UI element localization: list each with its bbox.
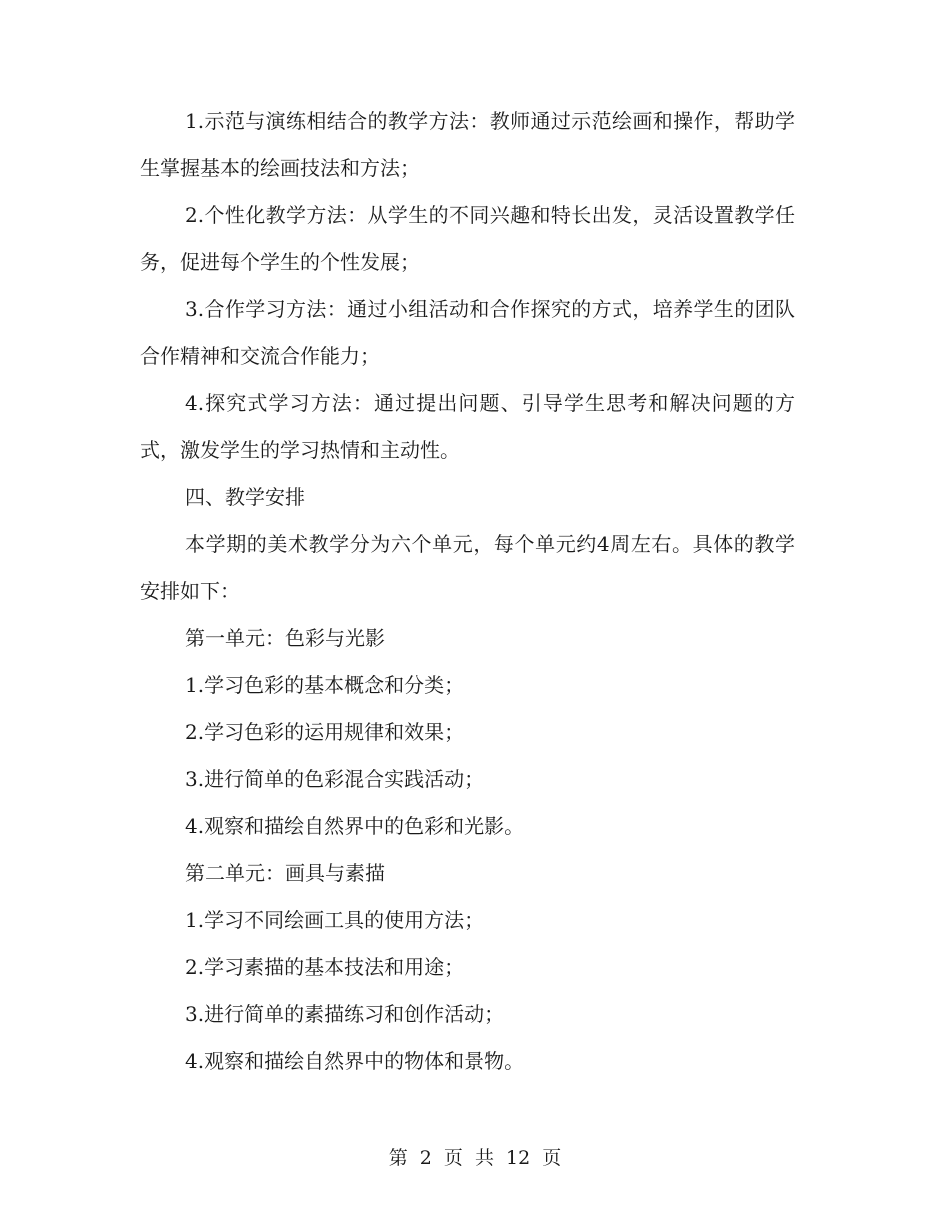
paragraph-method-3: 3.合作学习方法：通过小组活动和合作探究的方式，培养学生的团队合作精神和交流合作能力； — [140, 297, 795, 368]
paragraph-method-4: 4.探究式学习方法：通过提出问题、引导学生思考和解决问题的方式，激发学生的学习热情和主动性。 — [140, 391, 795, 462]
unit-1-item-1: 1.学习色彩的基本概念和分类； — [185, 673, 465, 697]
unit-1-item-3: 3.进行简单的色彩混合实践活动； — [185, 767, 485, 791]
unit-1-item-2: 2.学习色彩的运用规律和效果； — [185, 720, 465, 744]
paragraph-method-1: 1.示范与演练相结合的教学方法：教师通过示范绘画和操作，帮助学生掌握基本的绘画技法和方法； — [140, 109, 795, 180]
unit-2-item-3: 3.进行简单的素描练习和创作活动； — [185, 1002, 505, 1026]
section-heading: 四、教学安排 — [185, 485, 305, 509]
document-body — [140, 98, 795, 1085]
paragraph-intro: 本学期的美术教学分为六个单元，每个单元约4周左右。具体的教学安排如下： — [140, 532, 795, 603]
unit-1-heading: 第一单元：色彩与光影 — [185, 626, 385, 650]
unit-2-item-1: 1.学习不同绘画工具的使用方法； — [185, 908, 485, 932]
paragraph-method-2: 2.个性化教学方法：从学生的不同兴趣和特长出发，灵活设置教学任务，促进每个学生的个性发展； — [140, 203, 795, 274]
unit-2-heading: 第二单元：画具与素描 — [185, 861, 385, 885]
unit-2-item-2: 2.学习素描的基本技法和用途； — [185, 955, 465, 979]
unit-2-item-4: 4.观察和描绘自然界中的物体和景物。 — [185, 1049, 525, 1073]
page-number-footer: 第 2 页 共 12 页 — [388, 1147, 562, 1169]
unit-1-item-4: 4.观察和描绘自然界中的色彩和光影。 — [185, 814, 525, 838]
